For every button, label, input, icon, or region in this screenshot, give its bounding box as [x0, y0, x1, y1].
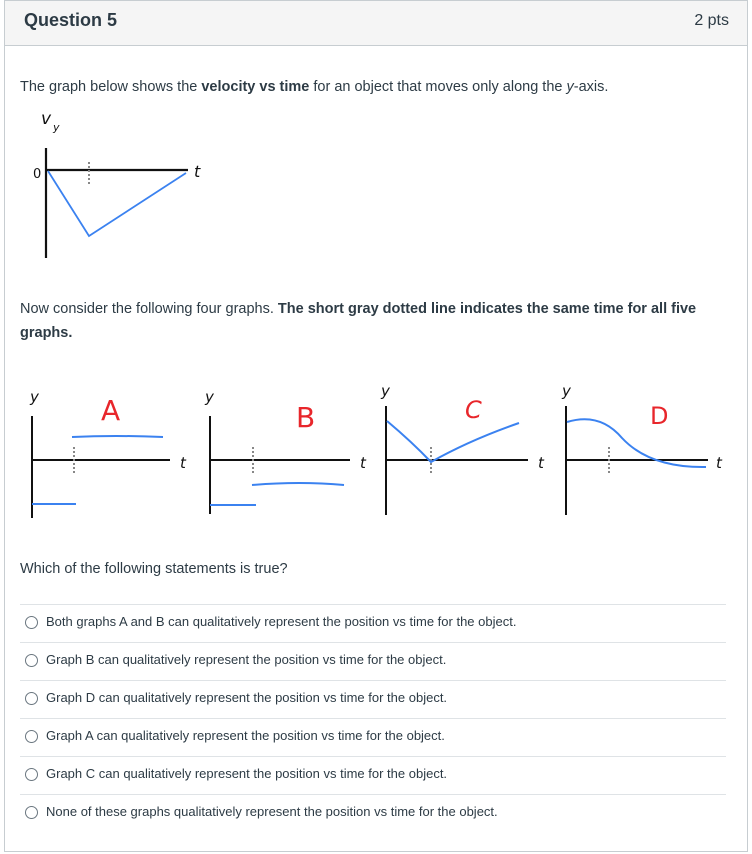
- intro-axis-var: y: [566, 79, 574, 95]
- intro-before: The graph below shows the: [20, 79, 202, 95]
- intro-bold: velocity vs time: [201, 79, 310, 95]
- answer-option-5[interactable]: [20, 756, 726, 794]
- graph-a-name: A: [101, 394, 121, 427]
- graph-c-y-label: y: [381, 382, 390, 400]
- answer-label-2[interactable]: Graph B can qualitatively represent the position vs time for the object.: [46, 652, 447, 667]
- question-header: [5, 1, 747, 46]
- graph-d-t-label: t: [716, 454, 722, 472]
- graph-b-t-label: t: [360, 454, 366, 472]
- answer-option-6[interactable]: [20, 794, 726, 832]
- answer-label-1[interactable]: Both graphs A and B can qualitatively represent the position vs time for the object.: [46, 614, 517, 629]
- answer-option-2[interactable]: [20, 642, 726, 680]
- graph-d-name: D: [650, 402, 669, 430]
- velocity-t-label: t: [194, 162, 201, 181]
- answer-radio-6[interactable]: [25, 806, 38, 819]
- prompt-before: Now consider the following four graphs.: [20, 301, 278, 317]
- graph-a-y-label: y: [30, 388, 39, 406]
- answer-option-1[interactable]: [20, 604, 726, 642]
- velocity-axis-label: v: [41, 109, 52, 129]
- question-title: Question 5: [24, 10, 118, 30]
- intro-after: for an object that moves only along the: [309, 79, 567, 95]
- answer-option-4[interactable]: [20, 718, 726, 756]
- velocity-axis-subscript: y: [53, 121, 60, 134]
- which-text: Which of the following statements is true?: [20, 561, 288, 577]
- answer-radio-2[interactable]: [25, 654, 38, 667]
- answer-list: [20, 604, 726, 832]
- answer-label-3[interactable]: Graph D can qualitatively represent the position vs time for the object.: [46, 690, 448, 705]
- answer-radio-4[interactable]: [25, 730, 38, 743]
- answer-option-3[interactable]: [20, 680, 726, 718]
- prompt-text: [20, 297, 730, 345]
- answer-label-6[interactable]: None of these graphs qualitatively represent the position vs time for the object.: [46, 804, 498, 819]
- graph-c-name: C: [465, 396, 482, 424]
- graph-b-y-label: y: [205, 388, 214, 406]
- answer-label-4[interactable]: Graph A can qualitatively represent the position vs time for the object.: [46, 728, 445, 743]
- answer-label-5[interactable]: Graph C can qualitatively represent the position vs time for the object.: [46, 766, 448, 781]
- question-points: 2 pts: [694, 12, 729, 29]
- intro-end: -axis.: [573, 79, 609, 95]
- graph-d-y-label: y: [562, 382, 571, 400]
- graph-b-name: B: [296, 401, 316, 434]
- prompt-bold: The short gray dotted line indicates the same time for all five graphs.: [20, 301, 697, 341]
- graph-a-t-label: t: [180, 454, 186, 472]
- answer-radio-1[interactable]: [25, 616, 38, 629]
- answer-radio-5[interactable]: [25, 768, 38, 781]
- graph-c-t-label: t: [538, 454, 544, 472]
- velocity-origin-label: 0: [33, 167, 42, 182]
- intro-text: [20, 75, 608, 99]
- answer-radio-3[interactable]: [25, 692, 38, 705]
